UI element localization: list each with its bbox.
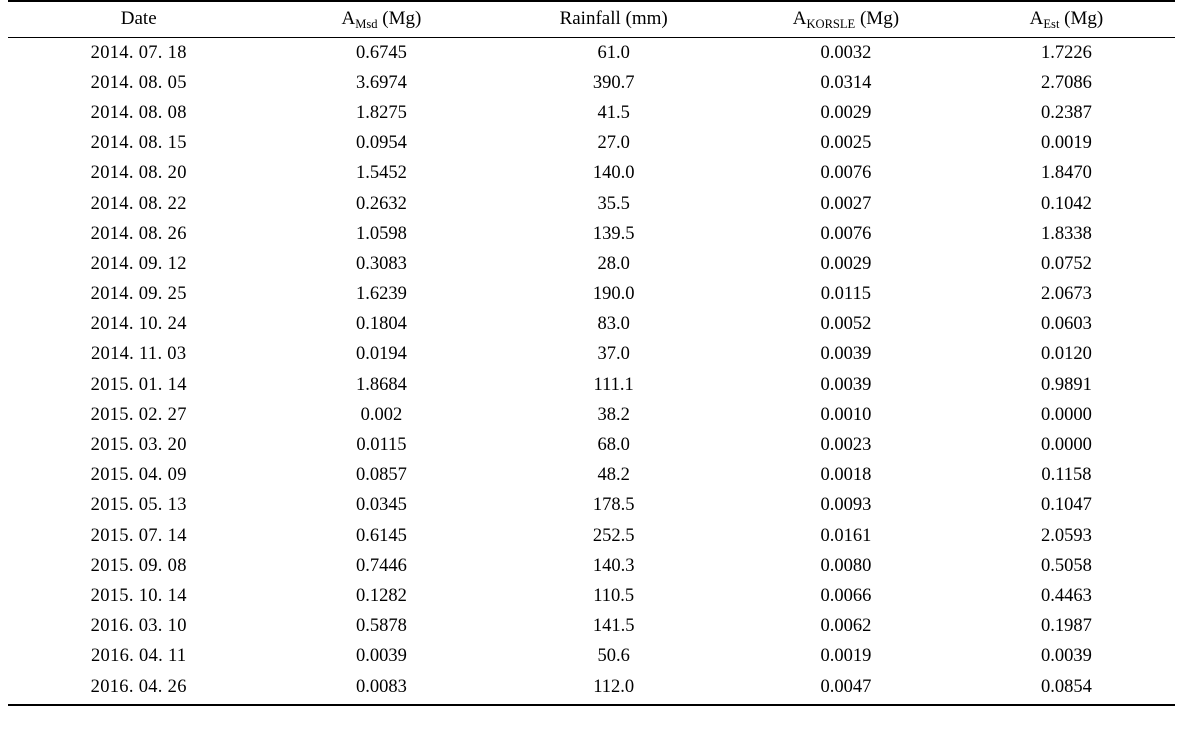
table-row: [8, 400, 1175, 430]
cell-aest: 0.4463: [1041, 585, 1092, 606]
cell-date: 2014. 08. 22: [90, 193, 187, 214]
cell-date: 2014. 10. 24: [90, 314, 187, 335]
cell-date: 2015. 02. 27: [90, 404, 187, 425]
cell-aest: 0.0000: [1041, 404, 1092, 425]
cell-aest: 0.1158: [1041, 465, 1092, 486]
column-header-rainfall-label: Rainfall: [559, 8, 621, 29]
table-row: [8, 219, 1175, 249]
table-row: [8, 642, 1175, 672]
cell-date: 2015. 05. 13: [90, 495, 187, 516]
cell-rainfall: 61.0: [597, 42, 630, 63]
cell-date: 2015. 03. 20: [90, 435, 187, 456]
cell-amsd: 0.2632: [356, 193, 407, 214]
cell-amsd: 0.7446: [356, 555, 407, 576]
cell-rainfall: 178.5: [592, 495, 635, 516]
table-row: [8, 370, 1175, 400]
cell-aest: 2.7086: [1041, 72, 1092, 93]
cell-aest: 0.0854: [958, 672, 1175, 705]
cell-date: 2014. 07. 18: [90, 42, 187, 63]
table-row: [8, 98, 1175, 128]
column-header-aest: [958, 1, 1175, 38]
table-row: [8, 340, 1175, 370]
cell-date: 2016. 04. 11: [90, 646, 187, 667]
cell-rainfall: 252.5: [592, 525, 635, 546]
cell-akorsle: 0.0023: [820, 435, 872, 456]
cell-date: 2015. 04. 09: [90, 465, 187, 486]
cell-rainfall: 28.0: [597, 253, 630, 274]
cell-akorsle: 0.0029: [820, 253, 872, 274]
table-head: [8, 1, 1175, 38]
cell-amsd: 3.6974: [356, 72, 407, 93]
cell-aest: 0.9891: [1041, 374, 1092, 395]
cell-akorsle: 0.0025: [820, 133, 872, 154]
column-header-rainfall: [493, 1, 733, 38]
cell-amsd: 1.8275: [356, 102, 407, 123]
cell-rainfall: 140.0: [592, 163, 635, 184]
cell-rainfall: 110.5: [593, 585, 635, 606]
cell-aest: 0.0752: [1041, 253, 1092, 274]
table-row: [8, 461, 1175, 491]
cell-akorsle: 0.0039: [820, 344, 872, 365]
cell-aest: 2.0593: [1041, 525, 1092, 546]
cell-date: 2015. 09. 08: [90, 555, 187, 576]
table-row: [8, 430, 1175, 460]
cell-akorsle: 0.0029: [820, 102, 872, 123]
column-header-akorsle-unit: (Mg): [855, 8, 900, 29]
table-row: [8, 159, 1175, 189]
cell-akorsle: 0.0052: [820, 314, 872, 335]
table-row: [8, 551, 1175, 581]
cell-aest: 0.2387: [1041, 102, 1092, 123]
table-row: [8, 280, 1175, 310]
cell-akorsle: 0.0010: [820, 404, 872, 425]
table-row: [8, 581, 1175, 611]
table-row: [8, 129, 1175, 159]
cell-rainfall: 390.7: [592, 72, 635, 93]
cell-date: 2016. 03. 10: [90, 616, 187, 637]
cell-date: 2014. 08. 20: [90, 163, 187, 184]
cell-aest: 1.7226: [1041, 42, 1092, 63]
column-header-amsd-sub: Msd: [355, 16, 378, 31]
cell-date: 2014. 11. 03: [90, 344, 187, 365]
cell-rainfall: 111.1: [593, 374, 634, 395]
cell-aest: 0.1047: [1041, 495, 1092, 516]
cell-amsd: 0.0954: [356, 133, 407, 154]
cell-aest: 0.1987: [1041, 616, 1092, 637]
column-header-akorsle: [734, 1, 958, 38]
cell-date: 2015. 01. 14: [90, 374, 187, 395]
cell-rainfall: 140.3: [592, 555, 635, 576]
cell-akorsle: 0.0093: [820, 495, 872, 516]
column-header-amsd: [269, 1, 493, 38]
table-body: [8, 38, 1175, 705]
cell-akorsle: 0.0027: [820, 193, 872, 214]
cell-akorsle: 0.0076: [820, 223, 872, 244]
cell-akorsle: 0.0080: [820, 555, 872, 576]
cell-akorsle: 0.0032: [820, 42, 872, 63]
column-header-rainfall-unit: (mm): [620, 8, 668, 29]
cell-akorsle: 0.0019: [820, 646, 872, 667]
cell-date: 2016. 04. 26: [8, 672, 269, 705]
cell-amsd: 0.3083: [356, 253, 407, 274]
cell-akorsle: 0.0161: [820, 525, 872, 546]
cell-rainfall: 139.5: [592, 223, 635, 244]
table-row: [8, 612, 1175, 642]
cell-aest: 0.0603: [1041, 314, 1092, 335]
cell-rainfall: 112.0: [493, 672, 733, 705]
table-row: [8, 68, 1175, 98]
cell-aest: 1.8470: [1041, 163, 1092, 184]
cell-date: 2014. 08. 26: [90, 223, 187, 244]
soil-loss-data-table: [8, 0, 1175, 706]
column-header-aest-sub: Est: [1043, 16, 1060, 31]
cell-rainfall: 83.0: [597, 314, 630, 335]
table-row: [8, 521, 1175, 551]
cell-akorsle: 0.0066: [820, 585, 872, 606]
cell-akorsle: 0.0062: [820, 616, 872, 637]
cell-amsd: 0.0039: [356, 646, 407, 667]
cell-rainfall: 48.2: [597, 465, 630, 486]
cell-rainfall: 35.5: [597, 193, 630, 214]
column-header-amsd-unit: (Mg): [377, 8, 422, 29]
cell-amsd: 0.5878: [356, 616, 407, 637]
cell-rainfall: 38.2: [597, 404, 630, 425]
cell-rainfall: 37.0: [597, 344, 630, 365]
table-row: [8, 672, 1175, 705]
table-row: [8, 249, 1175, 279]
cell-akorsle: 0.0076: [820, 163, 872, 184]
cell-rainfall: 50.6: [597, 646, 630, 667]
cell-date: 2014. 09. 12: [90, 253, 187, 274]
cell-rainfall: 27.0: [597, 133, 630, 154]
cell-date: 2015. 10. 14: [90, 585, 187, 606]
cell-rainfall: 68.0: [597, 435, 630, 456]
cell-aest: 0.0120: [1041, 344, 1092, 365]
cell-aest: 0.0000: [1041, 435, 1092, 456]
cell-aest: 0.0039: [1041, 646, 1092, 667]
cell-akorsle: 0.0314: [820, 72, 872, 93]
cell-amsd: 1.5452: [356, 163, 407, 184]
column-header-akorsle-label: A: [792, 8, 807, 29]
cell-amsd: 1.6239: [356, 284, 407, 305]
cell-akorsle: 0.0039: [820, 374, 872, 395]
cell-aest: 2.0673: [1041, 284, 1092, 305]
cell-date: 2015. 07. 14: [90, 525, 187, 546]
cell-amsd: 0.0083: [269, 672, 493, 705]
column-header-aest-unit: (Mg): [1059, 8, 1104, 29]
column-header-date-label: Date: [120, 8, 157, 29]
cell-amsd: 0.0194: [356, 344, 407, 365]
table-header-row: [8, 1, 1175, 38]
column-header-aest-label: A: [1029, 8, 1044, 29]
cell-date: 2014. 09. 25: [90, 284, 187, 305]
cell-akorsle: 0.0047: [734, 672, 958, 705]
cell-aest: 1.8338: [1041, 223, 1092, 244]
cell-amsd: 1.8684: [356, 374, 407, 395]
cell-rainfall: 190.0: [592, 284, 635, 305]
cell-date: 2014. 08. 15: [90, 133, 187, 154]
cell-aest: 0.5058: [1041, 555, 1092, 576]
cell-rainfall: 41.5: [597, 102, 630, 123]
cell-aest: 0.0019: [1041, 133, 1092, 154]
table-row: [8, 38, 1175, 69]
column-header-akorsle-sub: KORSLE: [806, 16, 856, 31]
column-header-amsd-label: A: [341, 8, 356, 29]
cell-amsd: 0.1282: [356, 585, 407, 606]
cell-amsd: 0.0115: [356, 435, 407, 456]
cell-amsd: 0.0857: [356, 465, 407, 486]
column-header-date: [8, 1, 269, 38]
cell-rainfall: 141.5: [592, 616, 635, 637]
cell-amsd: 0.1804: [356, 314, 407, 335]
cell-akorsle: 0.0018: [820, 465, 872, 486]
cell-aest: 0.1042: [1041, 193, 1092, 214]
cell-amsd: 0.6745: [356, 42, 407, 63]
table-row: [8, 310, 1175, 340]
table-row: [8, 189, 1175, 219]
cell-akorsle: 0.0115: [820, 284, 871, 305]
cell-amsd: 0.0345: [356, 495, 407, 516]
table-row: [8, 491, 1175, 521]
cell-date: 2014. 08. 08: [90, 102, 187, 123]
cell-amsd: 1.0598: [356, 223, 407, 244]
cell-amsd: 0.6145: [356, 525, 407, 546]
cell-date: 2014. 08. 05: [90, 72, 187, 93]
cell-amsd: 0.002: [360, 404, 403, 425]
